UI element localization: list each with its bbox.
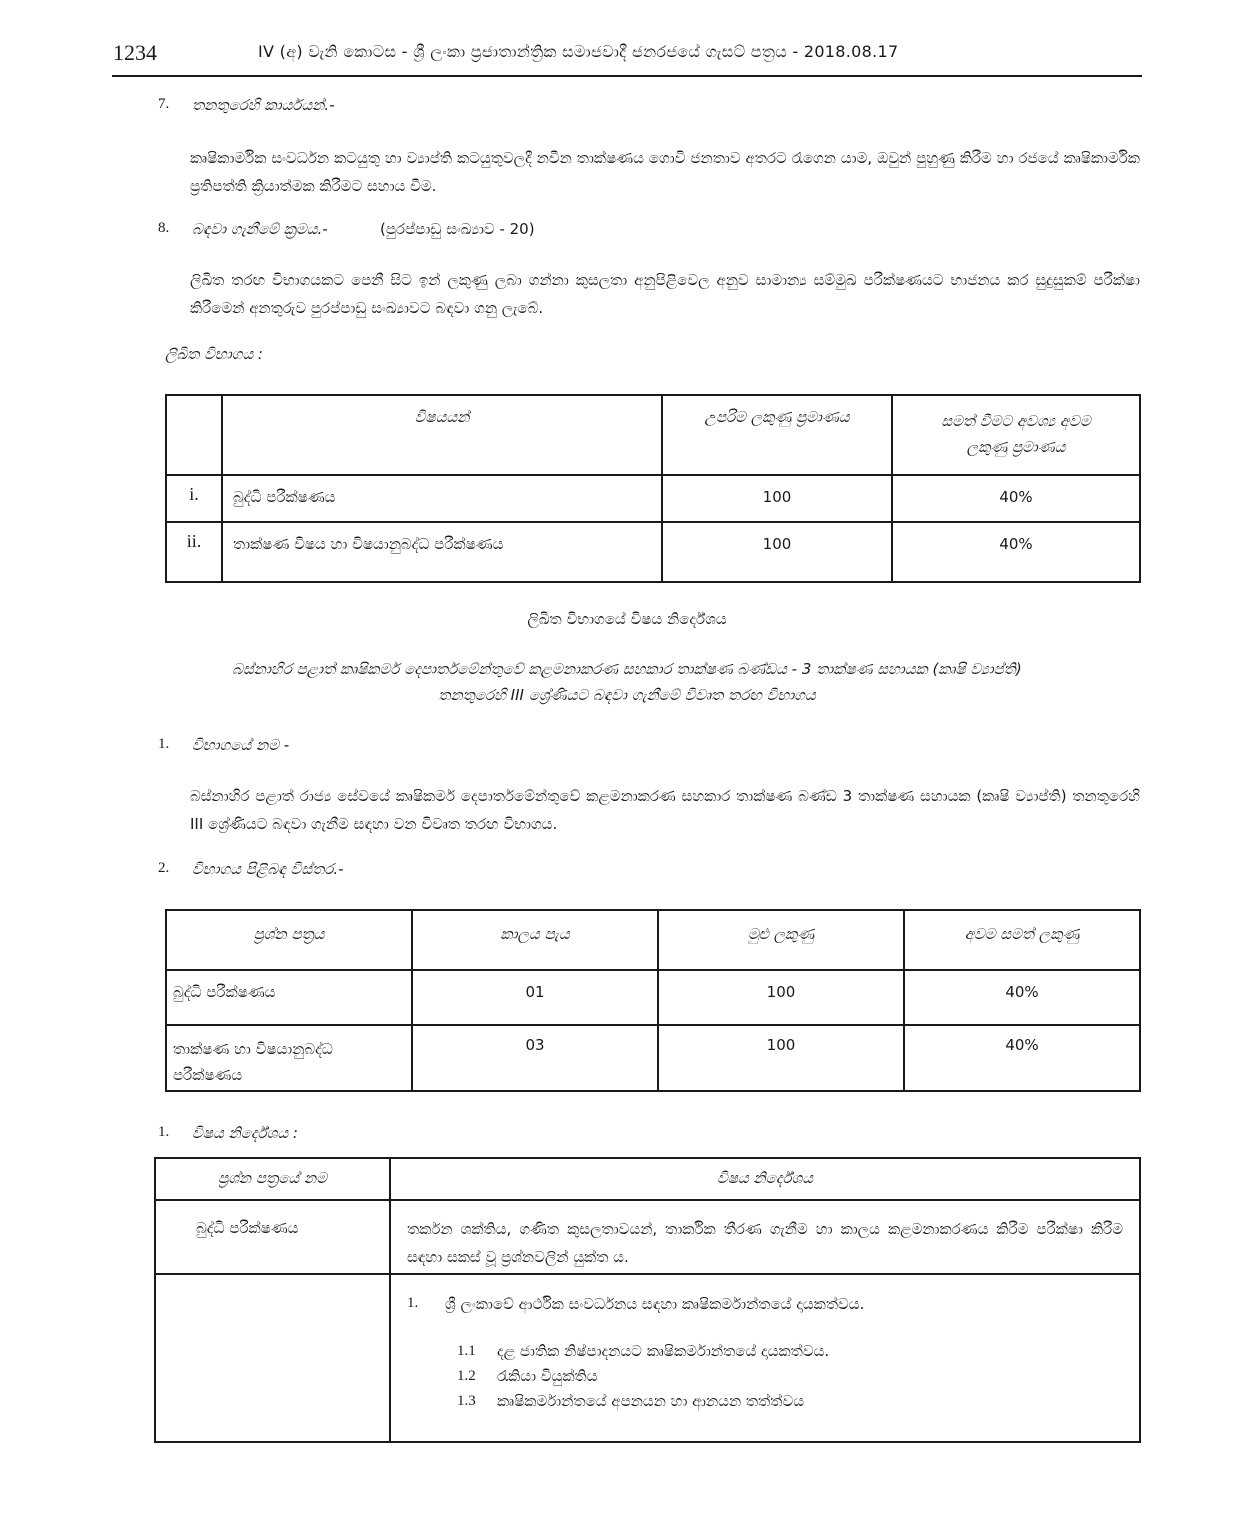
syllabus-desc-cell: තර්කන ශක්තිය, ගණිත කුසලතාවයන්, තාර්කික තීරණ ගැනීම හා කාලය කළමනාකරණය කිරීම පරීක්ෂා කිරීම සඳහා සකස් වූ ප්‍රශ්නවලින් යුක්ත ය. [390,1200,1140,1274]
subtopic-number: 1.2 [457,1368,476,1384]
section-7-heading: තනතුරෙහි කාර්යයන්.- [192,96,335,114]
table-header-row [166,910,1140,970]
max-marks-cell: 100 [662,475,892,522]
header-rule [112,75,1142,77]
section-7-number: 7. [158,96,170,112]
syllabus-point-number: 1. [158,1124,170,1140]
table-row [166,475,1140,522]
topic-text: ශ්‍රී ලංකාවේ ආර්ථික සංවර්ධනය සඳහා කෘෂිකර්මාන්තයේ දායකත්වය. [445,1295,865,1313]
min-pass-cell: 40% [904,1025,1140,1091]
table-header-cell: විෂය නිර්දේශය [390,1158,1140,1200]
section-7-body: කෘෂිකාර්මික සංවර්ධන කටයුතු හා ව්‍යාප්ති කටයුතුවලදී නවීන තාක්ෂණය ගොවි ජනතාව අතරට රැගෙන යාම, ඔවුන් පුහුණු කිරීම හා රජයේ කෘෂිකාර්මික ප්‍රතිපත්ති ක්‍රියාත්මක කිරීමට සහාය වීම. [190,149,1140,195]
page-number: 1234 [113,40,157,65]
total-marks-cell: 100 [658,1025,904,1091]
table-header-cell [166,395,222,475]
point-1-number: 1. [158,736,170,752]
subtopic-number: 1.3 [457,1393,476,1409]
syllabus-title: ලිඛිත විභාගයේ විෂය නිර්දේශය [527,610,727,628]
list-item [457,1364,1139,1389]
table-row [155,1274,1140,1442]
exam-title-line-2: තනතුරෙහි III ශ්‍රේණියට බඳවා ගැනීමේ විවෘත තරඟ විභාගය [438,686,816,704]
point-2-number: 2. [158,860,170,876]
point-2-heading: විභාගය පිළිබඳ විස්තර.- [192,860,344,878]
table-header-cell: සමත් වීමට අවශ්‍ය අවම ලකුණු ප්‍රමාණය [892,395,1140,475]
row-number: ii. [166,522,222,582]
subject-cell: තාක්ෂණ විෂය හා විෂයානුබද්ධ පරීක්ෂණය [222,522,662,582]
table-row [166,970,1140,1025]
list-item [457,1339,1139,1364]
point-1-heading: විභාගයේ නම - [192,736,290,754]
exam-details-table [165,909,1141,1092]
total-marks-cell: 100 [658,970,904,1025]
syllabus-table [154,1157,1141,1443]
table-row [155,1200,1140,1274]
gazette-header-title: IV (අ) වැනි කොටස - ශ්‍රී ලංකා ප්‍රජාතාන්ත්‍රික සමාජවාදී ජනරජයේ ගැසට් පත්‍රය - 2018.08.17 [258,42,899,61]
syllabus-point-heading: විෂය නිර්දේශය : [192,1124,298,1142]
pass-marks-cell: 40% [892,475,1140,522]
table-header-cell: මුළු ලකුණු [658,910,904,970]
duration-cell: 03 [412,1025,658,1091]
paper-name-cell [155,1274,390,1442]
syllabus-topic-cell [390,1274,1140,1442]
list-item [407,1295,1139,1313]
subtopic-text: කෘෂිකර්මාන්තයේ අපනයන හා ආනයන තත්ත්වය [497,1392,805,1410]
written-exam-label: ලිඛිත විභාගය : [165,345,263,363]
table-header-row [166,395,1140,475]
table-header-cell: උපරිම ලකුණු ප්‍රමාණය [662,395,892,475]
subtopic-text: දළ ජාතික නිෂ්පාදනයට කෘෂිකර්මාන්තයේ දායකත්වය. [497,1342,830,1360]
row-number: i. [166,475,222,522]
paper-name-cell: බුද්ධි පරීක්ෂණය [155,1200,390,1274]
table-row [166,1025,1140,1091]
subject-cell: බුද්ධි පරීක්ෂණය [222,475,662,522]
exam-title-line-1: බස්නාහිර පළාත් කෘෂිකර්ම දෙපාර්තමේන්තුවේ කළමනාකරණ සහකාර තාක්ෂණ බණ්ඩය - 3 තාක්ෂණ සහායක (කෘෂි ව්‍යාප්ති) [232,660,1022,678]
table-header-cell: විෂයයන් [222,395,662,475]
subtopic-list [457,1339,1139,1414]
point-1-body: බස්නාහිර පළාත් රාජ්‍ය සේවයේ කෘෂිකර්ම දෙපාර්තමේන්තුවේ කළමනාකරණ සහකාර තාක්ෂණ බණ්ඩ 3 තාක්ෂණ සහායක (කෘෂි ව්‍යාප්ති) තනතුරෙහි III ශ්‍රේණියට බඳවා ගැනීම සඳහා වන විවෘත තරඟ විභාගය. [190,787,1140,833]
table-header-cell: ප්‍රශ්න පත්‍රය [166,910,412,970]
table-header-cell: අවම සමත් ලකුණු [904,910,1140,970]
vacancy-note: (පුරප්පාඩු සංඛ්‍යාව - 20) [380,220,535,238]
paper-name-cell: බුද්ධි පරීක්ෂණය [166,970,412,1025]
duration-cell: 01 [412,970,658,1025]
subtopic-text: රැකියා වියුක්තිය [497,1367,598,1385]
written-exam-table [165,394,1141,583]
paper-name-cell: තාක්ෂණ හා විෂයානුබද්ධ පරීක්ෂණය [166,1025,412,1091]
list-item [457,1389,1139,1414]
table-header-cell: කාලය පැය [412,910,658,970]
subtopic-number: 1.1 [457,1343,476,1359]
min-pass-cell: 40% [904,970,1140,1025]
table-header-cell: ප්‍රශ්න පත්‍රයේ නම [155,1158,390,1200]
topic-number: 1. [407,1295,419,1311]
section-8-heading: බඳවා ගැනීමේ ක්‍රමය.- [192,220,328,238]
section-8-body: ලිඛිත තරඟ විභාගයකට පෙනී සිට ඉන් ලකුණු ලබා ගන්නා කුසලතා අනුපිළිවෙල අනුව සාමාන්‍ය සම්මුඛ පරීක්ෂණයට භාජනය කර සුදුසුකම් පරීක්ෂා කිරීමෙන් අනතුරුව පුරප්පාඩු සංඛ්‍යාවට බඳවා ගනු ලැබේ. [190,271,1140,317]
max-marks-cell: 100 [662,522,892,582]
table-row [166,522,1140,582]
section-8-number: 8. [158,220,170,236]
table-header-row [155,1158,1140,1200]
pass-marks-cell: 40% [892,522,1140,582]
